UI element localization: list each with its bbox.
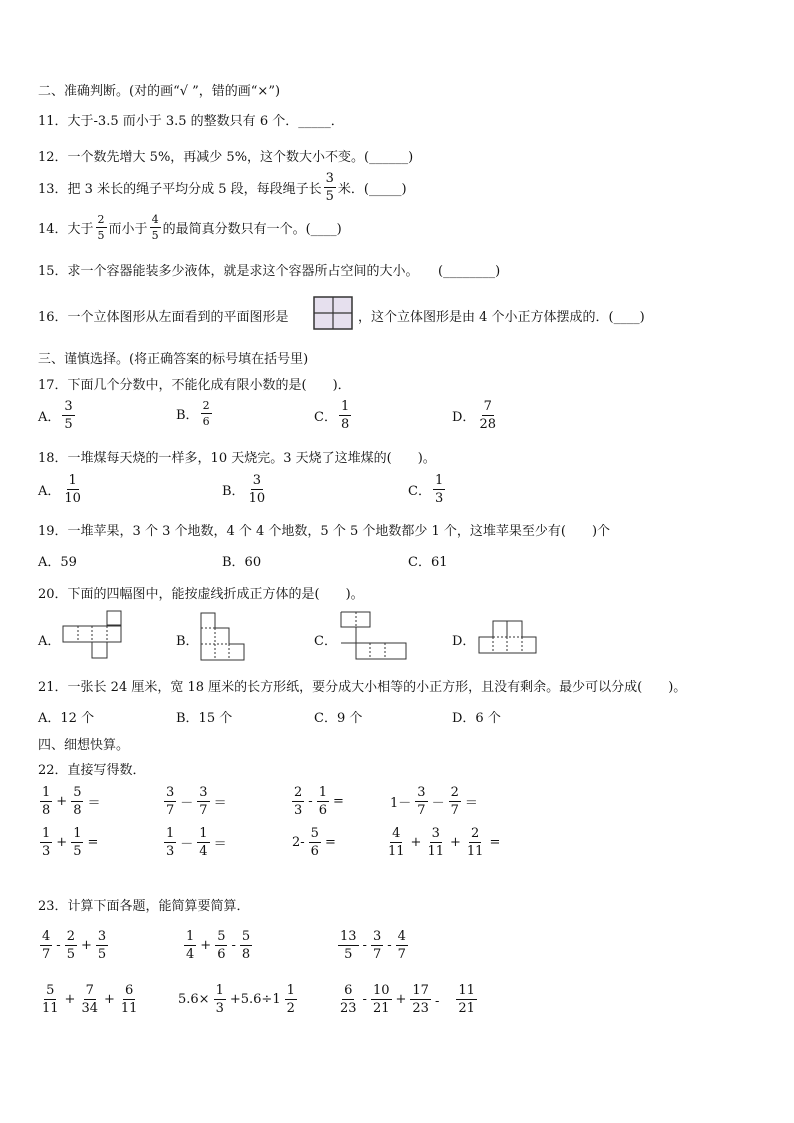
operator: = — [324, 835, 336, 850]
fraction: $\frac{5}{6}$ — [310, 826, 319, 859]
q18-option-b[interactable]: B． $\frac{3}{10}$ — [222, 473, 266, 506]
fraction: $\frac{1}{2}$ — [286, 983, 295, 1016]
q14-text-mid: 而小于 — [108, 222, 148, 237]
operator: + — [64, 992, 76, 1007]
fraction: $\frac{6}{11}$ — [120, 983, 138, 1016]
fraction: $\frac{13}{5}$ — [340, 929, 357, 962]
operator: - — [56, 938, 61, 953]
question-11: 11．大于-3.5 而小于 3.5 的整数只有 6 个．_____． — [38, 114, 344, 129]
q20-option-b-label[interactable]: B． — [176, 634, 199, 649]
fraction: $\frac{6}{23}$ — [340, 983, 357, 1016]
fraction: $\frac{7}{34}$ — [81, 983, 98, 1016]
operator: - — [362, 938, 367, 953]
operator: + — [410, 835, 422, 850]
fraction: $\frac{10}{21}$ — [372, 983, 390, 1016]
q21-option-d[interactable]: D．6 个 — [452, 711, 501, 726]
q18-option-a[interactable]: A． $\frac{1}{10}$ — [38, 473, 81, 506]
q19-option-a[interactable]: A．59 — [38, 555, 77, 570]
operator: － — [431, 796, 445, 811]
operator: + — [80, 938, 92, 953]
operator: + — [56, 794, 68, 809]
question-12: 12．一个数先增大 5%，再减少 5%，这个数大小不变。(______) — [38, 150, 414, 165]
question-15: 15．求一个容器能装多少液体，就是求这个容器所占空间的大小。 (________) — [38, 264, 501, 279]
operator: 5.6× — [178, 992, 210, 1007]
q17-option-a[interactable]: A． $\frac{3}{5}$ — [38, 399, 73, 432]
q23-expression-5 — [176, 984, 299, 1015]
fraction: $\frac{3}{7}$ — [417, 785, 426, 818]
operator: = — [489, 835, 501, 850]
fraction: $\frac{3}{7}$ — [199, 785, 208, 818]
q17-option-c[interactable]: C． $\frac{1}{8}$ — [314, 399, 350, 432]
q22-expression-5 — [38, 827, 100, 858]
q22-expression-8 — [384, 827, 502, 858]
fraction: $\frac{17}{23}$ — [412, 983, 429, 1016]
question-16-post: ，这个立体图形是由 4 个小正方体摆成的．(____) — [358, 310, 645, 325]
fraction: $\frac{2}{5}$ — [66, 929, 75, 962]
question-14 — [38, 214, 342, 241]
operator: + — [450, 835, 461, 850]
operator: +5.6÷1 — [229, 992, 281, 1007]
q20-option-a-label[interactable]: A． — [38, 634, 61, 649]
question-19: 19．一堆苹果，3 个 3 个地数，4 个 4 个地数，5 个 5 个地数都少 1 个，这堆苹果至少有( )个 — [38, 524, 611, 539]
q21-option-a[interactable]: A．12 个 — [38, 711, 95, 726]
fraction: $\frac{1}{3}$ — [42, 826, 51, 859]
operator: = — [332, 794, 344, 809]
q14-fraction-2: $\frac{4}{5}$ — [151, 213, 159, 242]
fraction: $\frac{1}{6}$ — [318, 785, 327, 818]
operator: + — [200, 938, 212, 953]
q21-option-b[interactable]: B．15 个 — [176, 711, 233, 726]
fraction: $\frac{1}{3}$ — [215, 983, 224, 1016]
q22-expression-3 — [290, 786, 346, 817]
q14-text-pre: 14．大于 — [38, 222, 94, 237]
fraction: $\frac{5}{8}$ — [73, 785, 82, 818]
operator: 2- — [292, 835, 305, 850]
operator: - — [387, 938, 392, 953]
operator: ＝ — [87, 796, 101, 811]
q21-option-c[interactable]: C．9 个 — [314, 711, 363, 726]
fraction: $\frac{2}{7}$ — [450, 785, 459, 818]
fraction: $\frac{5}{11}$ — [42, 983, 59, 1016]
fraction: $\frac{1}{5}$ — [73, 826, 82, 859]
fraction: $\frac{1}{3}$ — [166, 826, 175, 859]
q23-expression-1 — [38, 930, 110, 961]
q22-expression-4 — [388, 786, 480, 817]
q23-expression-2 — [182, 930, 254, 961]
q20-net-b[interactable] — [200, 612, 246, 662]
q22-expression-7 — [290, 827, 338, 858]
q19-option-b[interactable]: B．60 — [222, 555, 262, 570]
fraction: $\frac{5}{8}$ — [241, 929, 251, 962]
operator: ＝ — [213, 837, 227, 852]
fraction: $\frac{4}{7}$ — [42, 929, 51, 962]
operator: + — [104, 992, 115, 1007]
fraction: $\frac{1}{4}$ — [199, 826, 208, 859]
q23-expression-3 — [336, 930, 410, 961]
section3-heading: 三、谨慎选择。(将正确答案的标号填在括号里) — [38, 352, 309, 367]
q16-side-view-figure — [313, 296, 353, 330]
q22-expression-6 — [162, 827, 229, 858]
q17-option-d[interactable]: D． $\frac{7}{28}$ — [452, 399, 496, 432]
q20-net-a[interactable] — [62, 610, 124, 660]
operator: - — [308, 794, 313, 809]
question-22: 22．直接写得数． — [38, 763, 146, 778]
operator: － — [180, 796, 194, 811]
fraction: $\frac{5}{6}$ — [217, 929, 226, 962]
fraction: $\frac{1}{8}$ — [42, 785, 51, 818]
fraction: $\frac{3}{11}$ — [427, 826, 444, 859]
q14-text-post: 的最简真分数只有一个。(____) — [162, 222, 342, 237]
operator: + — [395, 992, 407, 1007]
operator: ＝ — [213, 796, 227, 811]
operator: 1－ — [390, 796, 412, 811]
fraction: $\frac{3}{7}$ — [372, 929, 382, 962]
operator: － — [180, 837, 194, 852]
operator: - — [231, 938, 236, 953]
q22-expression-1 — [38, 786, 102, 817]
question-17: 17．下面几个分数中，不能化成有限小数的是( )． — [38, 378, 351, 393]
q20-net-d[interactable] — [478, 620, 538, 656]
fraction: $\frac{3}{5}$ — [97, 929, 107, 962]
q14-fraction-1: $\frac{2}{5}$ — [97, 213, 105, 242]
q13-text-post: 米．(_____) — [337, 182, 407, 197]
q17-option-b[interactable]: B． $\frac{2}{6}$ — [176, 399, 210, 428]
fraction: $\frac{2}{11}$ — [466, 826, 484, 859]
q22-expression-2 — [162, 786, 229, 817]
section4-heading: 四、细想快算。 — [38, 738, 130, 753]
q13-text-pre: 13．把 3 米长的绳子平均分成 5 段，每段绳子长 — [38, 182, 322, 197]
fraction: $\frac{4}{7}$ — [397, 929, 406, 962]
operator: + — [56, 835, 68, 850]
question-16-pre: 16．一个立体图形从左面看到的平面图形是 — [38, 310, 289, 325]
fraction: $\frac{11}{21}$ — [458, 983, 475, 1016]
fraction: $\frac{2}{3}$ — [294, 785, 303, 818]
question-18: 18．一堆煤每天烧的一样多，10 天烧完。3 天烧了这堆煤的( )。 — [38, 451, 436, 466]
q13-fraction: $\frac{3}{5}$ — [325, 171, 334, 204]
q19-option-c[interactable]: C．61 — [408, 555, 448, 570]
question-23: 23．计算下面各题，能简算要简算． — [38, 899, 250, 914]
section2-heading: 二、准确判断。(对的画“√ ”，错的画“×”) — [38, 84, 281, 99]
question-20: 20．下面的四幅图中，能按虚线折成正方体的是( )。 — [38, 587, 364, 602]
fraction: $\frac{3}{7}$ — [166, 785, 175, 818]
q20-net-c[interactable] — [340, 611, 408, 663]
operator: = — [87, 835, 99, 850]
question-13 — [38, 172, 407, 203]
fraction: $\frac{4}{11}$ — [388, 826, 405, 859]
q23-expression-4 — [38, 984, 141, 1015]
q23-expression-6 — [336, 984, 479, 1015]
question-21: 21．一张长 24 厘米，宽 18 厘米的长方形纸，要分成大小相等的小正方形，且没有剩余。最少可以分成( )。 — [38, 680, 687, 695]
q18-option-c[interactable]: C． $\frac{1}{3}$ — [408, 473, 444, 506]
fraction: $\frac{1}{4}$ — [186, 929, 195, 962]
q20-option-d-label[interactable]: D． — [452, 634, 476, 649]
operator: - — [362, 992, 367, 1007]
q20-option-c-label[interactable]: C． — [314, 634, 337, 649]
operator: ＝ — [464, 796, 478, 811]
operator: - — [434, 994, 453, 1009]
